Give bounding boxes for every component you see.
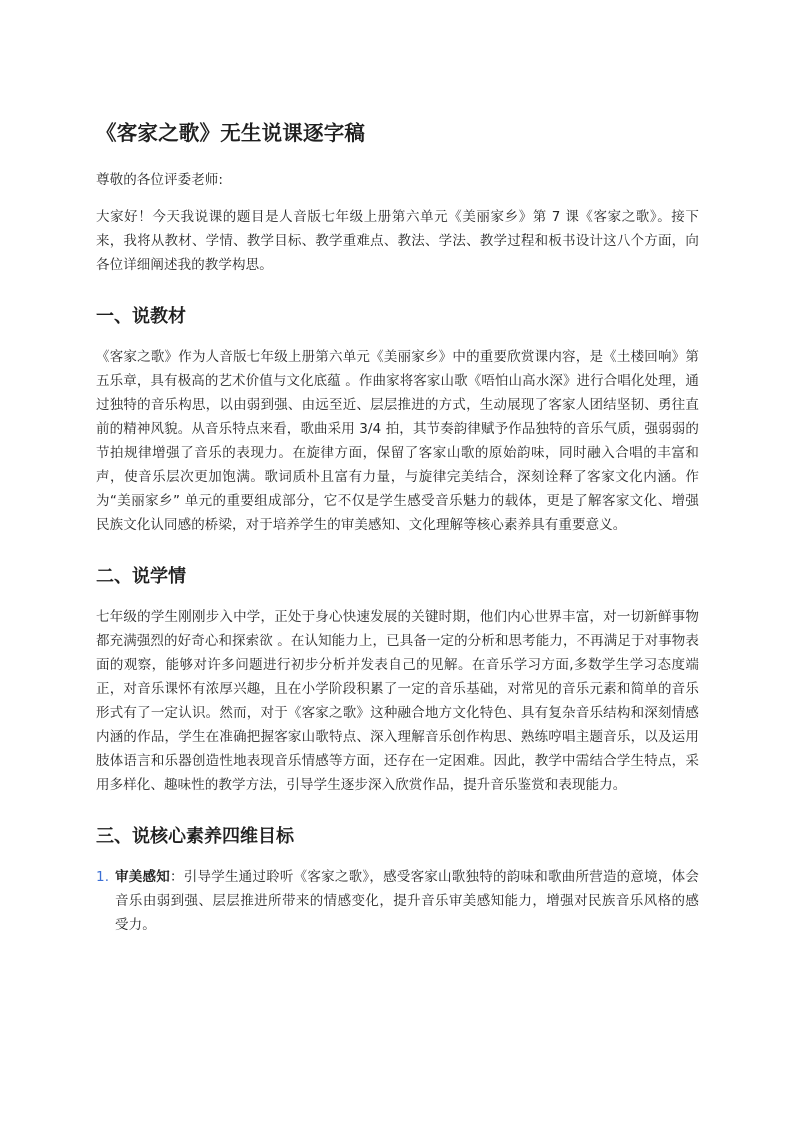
list-item-number: 1.	[96, 869, 110, 885]
list-item-text: 引导学生通过聆听《客家之歌》，感受客家山歌独特的韵味和歌曲所营造的意境，体会音乐由弱到强、层层推进所带来的情感变化，提升音乐审美感知能力，增强对民族音乐风格的感受力。	[115, 869, 699, 933]
section-heading-students: 二、说学情	[96, 566, 186, 587]
greeting-paragraph: 尊敬的各位评委老师:	[96, 172, 224, 188]
list-item	[96, 865, 699, 937]
document-page	[96, 118, 699, 937]
list-item-separator: ：	[169, 869, 184, 885]
section-heading-textbook: 一、说教材	[96, 306, 186, 327]
section-body-textbook: 《客家之歌》作为人音版七年级上册第六单元《美丽家乡》中的重要欣赏课内容，是《土楼回响》第五乐章，具有极高的艺术价值与文化底蕴 。作曲家将客家山歌《唔怕山高水深》进行合唱化处理，通过独特的音乐构思，以由弱到强、由远至近、层层推进的方式，生动展现了客家人团结坚韧、勇往直前的精神风貌。从音乐特点来看，歌曲采用 3/4 拍，其节奏韵律赋予作品独特的音乐气质，强弱弱的节拍规律增强了音乐的表现力。在旋律方面，保留了客家山歌的原始韵味，同时融入合唱的丰富和声，使音乐层次更加饱满。歌词质朴且富有力量，与旋律完美结合，深刻诠释了客家文化内涵。作为“美丽家乡” 单元的重要组成部分，它不仅是学生感受音乐魅力的载体，更是了解客家文化、增强民族文化认同感的桥梁，对于培养学生的审美感知、文化理解等核心素养具有重要意义。	[96, 349, 699, 533]
intro-paragraph: 大家好！今天我说课的题目是人音版七年级上册第六单元《美丽家乡》第 7 课《客家之歌》。接下来，我将从教材、学情、教学目标、教学重难点、教法、学法、教学过程和板书设计这八个方面，向各位详细阐述我的教学构思。	[96, 209, 699, 273]
section-body-students: 七年级的学生刚刚步入中学，正处于身心快速发展的关键时期，他们内心世界丰富，对一切新鲜事物都充满强烈的好奇心和探索欲 。在认知能力上，已具备一定的分析和思考能力，不再满足于对事物表面的观察，能够对许多问题进行初步分析并发表自己的见解。在音乐学习方面,多数学生学习态度端正，对音乐课怀有浓厚兴趣，且在小学阶段积累了一定的音乐基础，对常见的音乐元素和简单的音乐形式有了一定认识。然而，对于《客家之歌》这种融合地方文化特色、具有复杂音乐结构和深刻情感内涵的作品，学生在准确把握客家山歌特点、深入理解音乐创作构思、熟练哼唱主题音乐，以及运用肢体语言和乐器创造性地表现音乐情感等方面，还存在一定困难。因此，教学中需结合学生特点，采用多样化、趣味性的教学方法，引导学生逐步深入欣赏作品，提升音乐鉴赏和表现能力。	[96, 609, 699, 793]
document-title: 《客家之歌》无生说课逐字稿	[96, 121, 366, 145]
objectives-list	[96, 865, 699, 937]
list-item-label: 审美感知	[115, 869, 170, 885]
section-heading-objectives: 三、说核心素养四维目标	[96, 826, 294, 847]
